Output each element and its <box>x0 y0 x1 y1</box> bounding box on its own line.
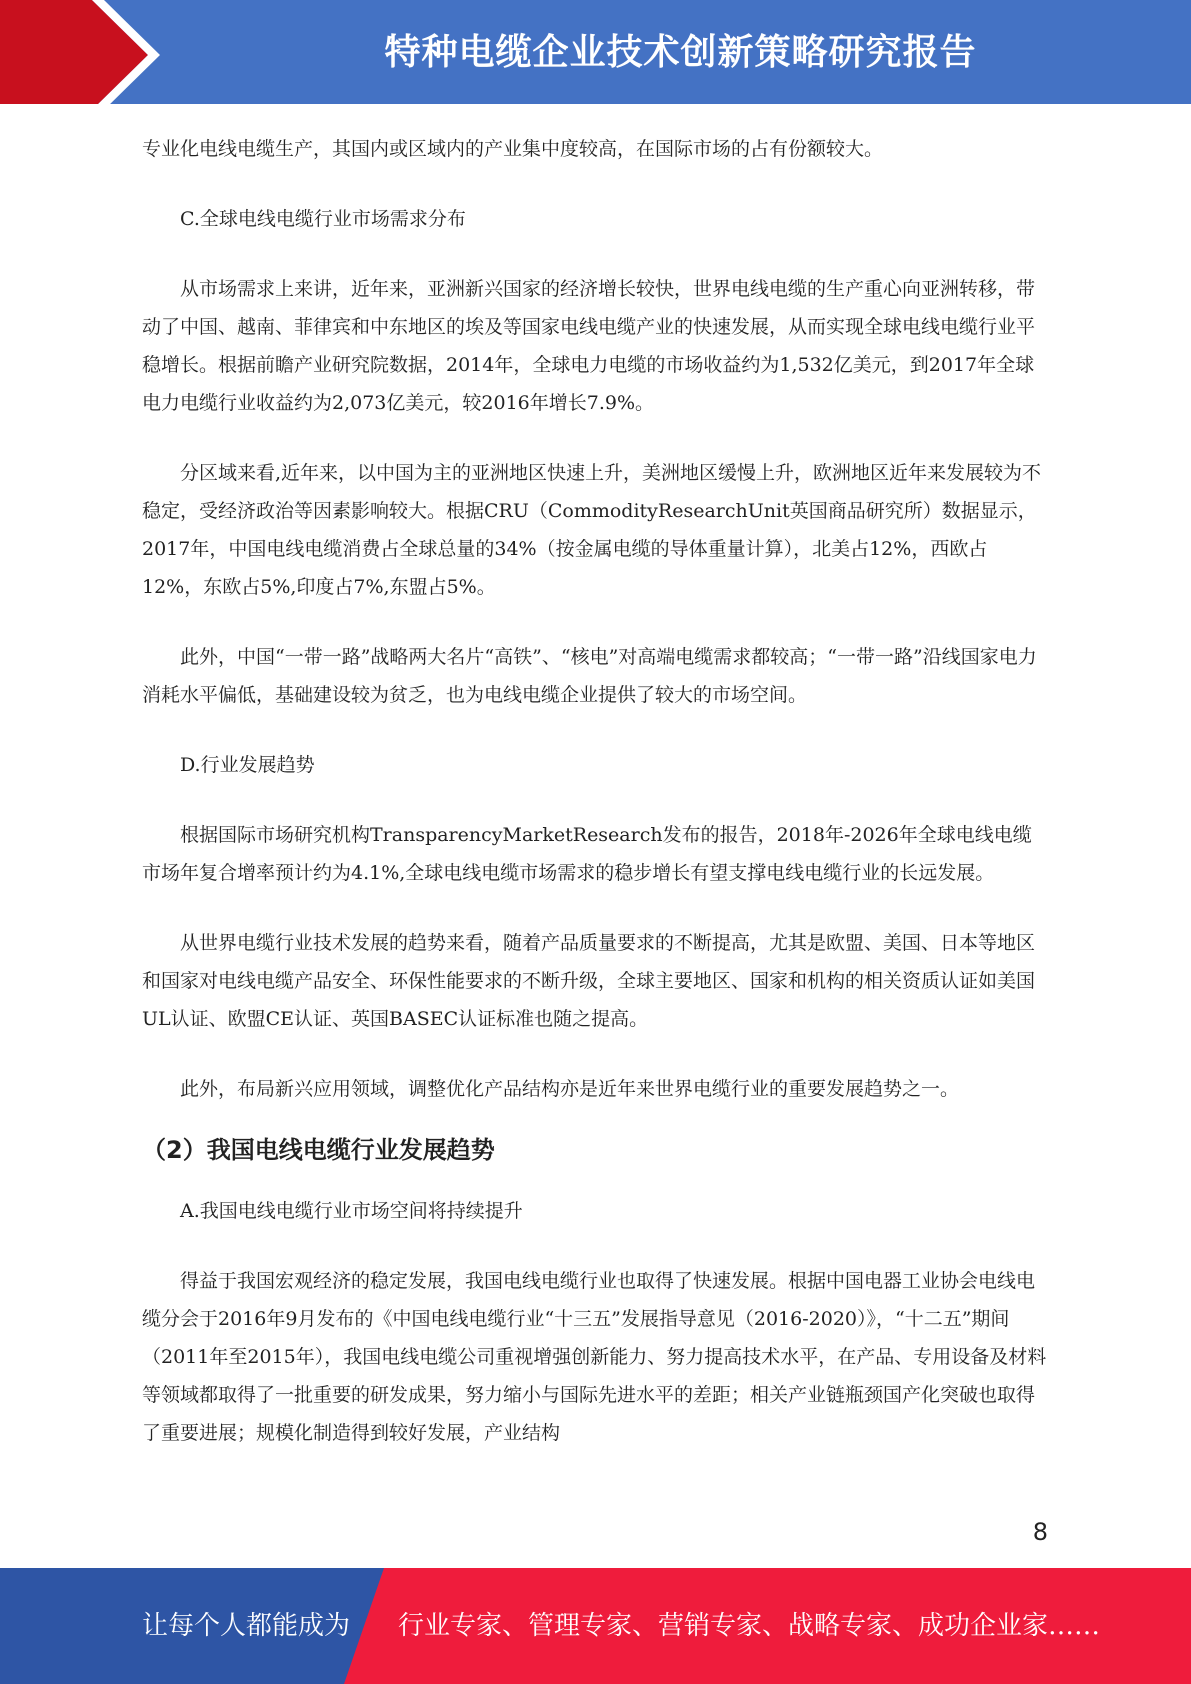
paragraph-new-fields: 此外，布局新兴应用领域，调整优化产品结构亦是近年来世界电缆行业的重要发展趋势之一。 <box>180 1078 960 1100</box>
paragraph-tmr-report: 根据国际市场研究机构TransparencyMarketResearch发布的报告，2018年-2026年全球电线电缆市场年复合增率预计约为4.1%,全球电线电缆市场需求的稳步增长有望支撑电线电缆行业的长远发展。 <box>142 824 1032 884</box>
document-body <box>142 130 1047 1452</box>
subheading-c: C.全球电线电缆行业市场需求分布 <box>180 208 466 230</box>
paragraph-tech-trend: 从世界电缆行业技术发展的趋势来看，随着产品质量要求的不断提高，尤其是欧盟、美国、日本等地区和国家对电线电缆产品安全、环保性能要求的不断升级，全球主要地区、国家和机构的相关资质认证如美国UL认证、欧盟CE认证、英国BASEC认证标准也随之提高。 <box>142 932 1036 1030</box>
paragraph-belt-road: 此外，中国“一带一路”战略两大名片“高铁”、“核电”对高端电缆需求都较高；“一带一路”沿线国家电力消耗水平偏低，基础建设较为贫乏，也为电线电缆企业提供了较大的市场空间。 <box>142 646 1037 706</box>
footer-slogan-right: 行业专家、管理专家、营销专家、战略专家、成功企业家…… <box>398 1611 1101 1641</box>
paragraph-regional: 分区域来看,近年来，以中国为主的亚洲地区快速上升，美洲地区缓慢上升，欧洲地区近年来发展较为不稳定，受经济政治等因素影响较大。根据CRU（CommodityResearchUnit英国商品研究所）数据显示，2017年，中国电线电缆消费占全球总量的34%（按金属电缆的导体重量计算），北美占12%，西欧占12%，东欧占5%,印度占7%,东盟占5%。 <box>142 462 1042 598</box>
header-banner <box>0 0 1191 110</box>
footer-slogan-left: 让每个人都能成为 <box>142 1611 351 1641</box>
section-heading-2: （2）我国电线电缆行业发展趋势 <box>142 1136 495 1164</box>
paragraph-market-demand: 从市场需求上来讲，近年来，亚洲新兴国家的经济增长较快，世界电线电缆的生产重心向亚洲转移，带动了中国、越南、菲律宾和中东地区的埃及等国家电线电缆产业的快速发展，从而实现全球电线电缆行业平稳增长。根据前瞻产业研究院数据，2014年，全球电力电缆的市场收益约为1,532亿美元，到2017年全球电力电缆行业收益约为2,073亿美元，较2016年增长7.9%。 <box>142 278 1036 414</box>
subheading-d: D.行业发展趋势 <box>180 754 315 776</box>
document-title: 特种电缆企业技术创新策略研究报告 <box>384 32 977 73</box>
paragraph-continued: 专业化电线电缆生产，其国内或区域内的产业集中度较高，在国际市场的占有份额较大。 <box>142 138 884 160</box>
page-number: 8 <box>1032 1518 1048 1546</box>
paragraph-domestic-growth: 得益于我国宏观经济的稳定发展，我国电线电缆行业也取得了快速发展。根据中国电器工业协会电线电缆分会于2016年9月发布的《中国电线电缆行业“十三五”发展指导意见（2016-2020）》，“十二五”期间（2011年至2015年），我国电线电缆公司重视增强创新能力、努力提高技术水平，在产品、专用设备及材料等领域都取得了一批重要的研发成果，努力缩小与国际先进水平的差距；相关产业链瓶颈国产化突破也取得了重要进展；规模化制造得到较好发展，产业结构 <box>142 1270 1047 1444</box>
subheading-a: A.我国电线电缆行业市场空间将持续提升 <box>180 1200 523 1222</box>
footer-banner <box>0 1568 1191 1684</box>
